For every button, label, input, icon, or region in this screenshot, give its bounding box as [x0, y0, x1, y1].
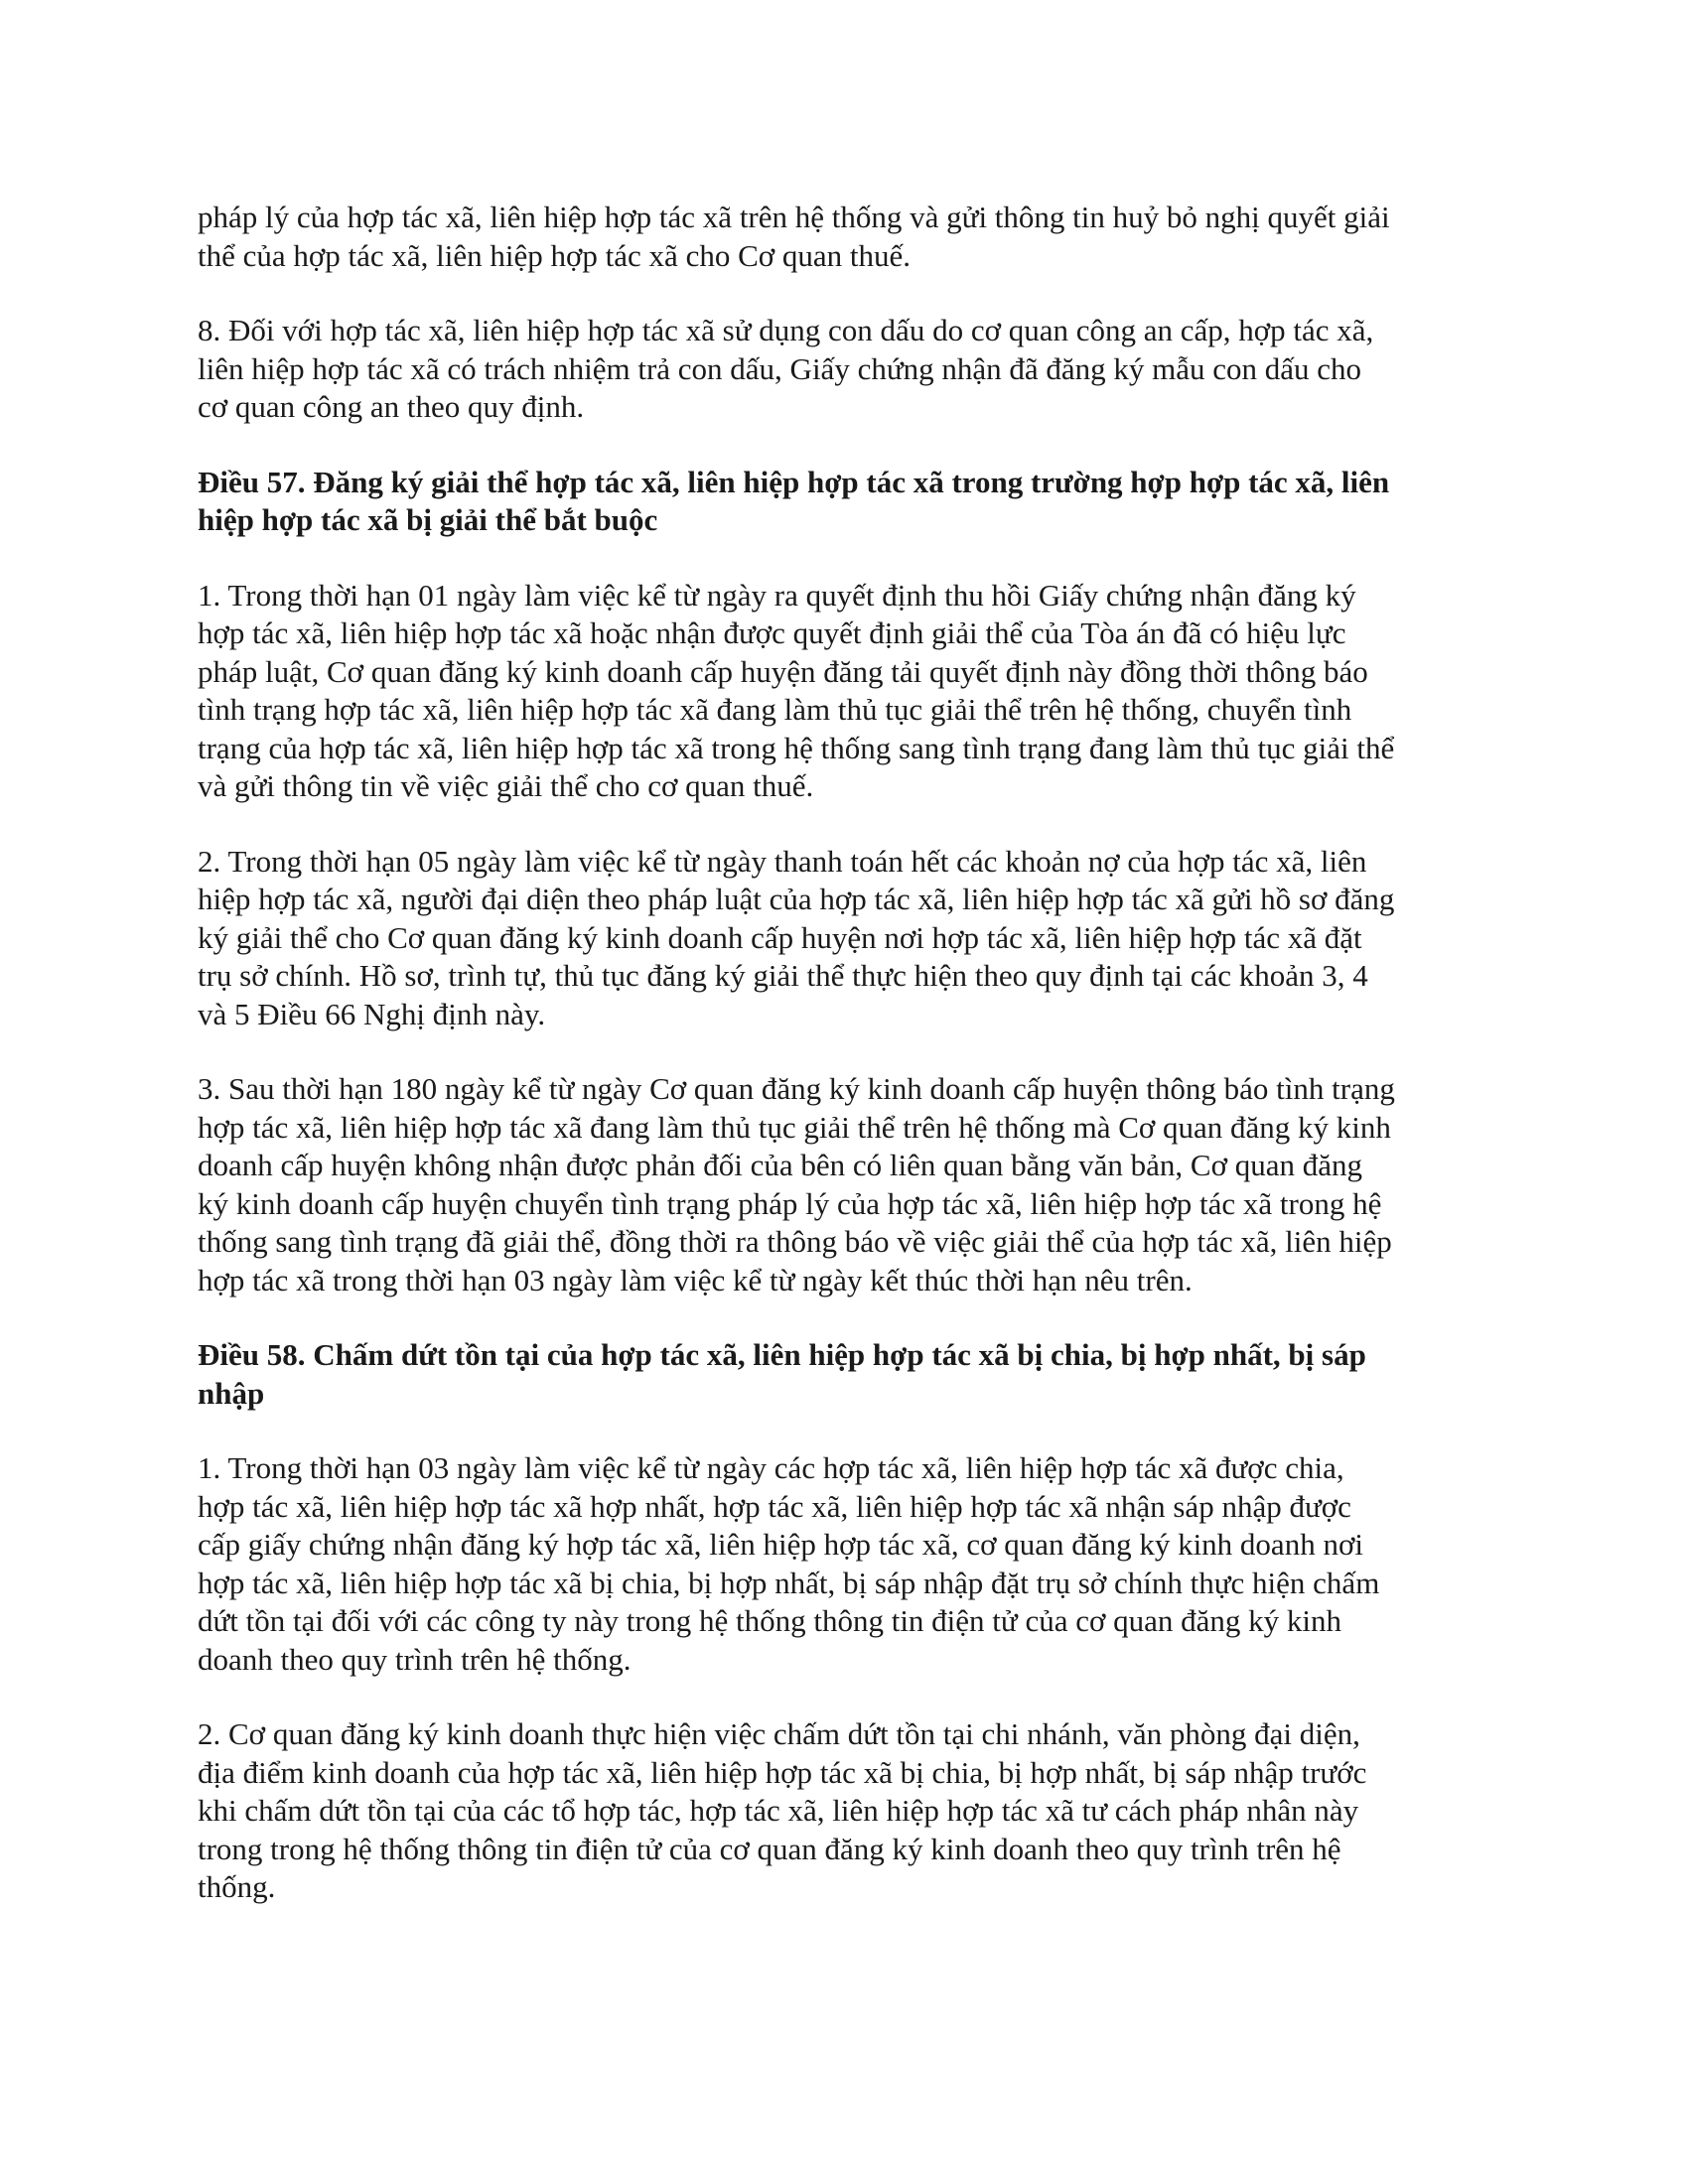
- text-line: 1. Trong thời hạn 01 ngày làm việc kể từ ngày ra quyết định thu hồi Giấy chứng nhận đăng ký: [198, 577, 1356, 613]
- text-line: cấp giấy chứng nhận đăng ký hợp tác xã, liên hiệp hợp tác xã, cơ quan đăng ký kinh doanh nơi: [198, 1527, 1363, 1562]
- text-line: hợp tác xã, liên hiệp hợp tác xã bị chia, bị hợp nhất, bị sáp nhập đặt trụ sở chính thực hiện chấm: [198, 1565, 1380, 1600]
- article-58-clause-2: [198, 1715, 1498, 1907]
- text-line: hợp tác xã, liên hiệp hợp tác xã hoặc nhận được quyết định giải thể của Tòa án đã có hiệu lực: [198, 615, 1346, 650]
- article-57-clause-2: [198, 843, 1498, 1034]
- text-line: và gửi thông tin về việc giải thể cho cơ quan thuế.: [198, 768, 814, 803]
- text-line: 8. Đối với hợp tác xã, liên hiệp hợp tác xã sử dụng con dấu do cơ quan công an cấp, hợp tác xã,: [198, 313, 1374, 347]
- text-line: khi chấm dứt tồn tại của các tổ hợp tác, hợp tác xã, liên hiệp hợp tác xã tư cách pháp nhân này: [198, 1793, 1359, 1828]
- text-line: 2. Trong thời hạn 05 ngày làm việc kể từ ngày thanh toán hết các khoản nợ của hợp tác xã, liên: [198, 843, 1367, 879]
- article-58-heading: [198, 1336, 1498, 1413]
- text-line: trạng của hợp tác xã, liên hiệp hợp tác xã trong hệ thống sang tình trạng đang làm thủ tục giải thể: [198, 730, 1395, 765]
- text-line: liên hiệp hợp tác xã có trách nhiệm trả con dấu, Giấy chứng nhận đã đăng ký mẫu con dấu cho: [198, 350, 1362, 386]
- text-line: hợp tác xã, liên hiệp hợp tác xã hợp nhất, hợp tác xã, liên hiệp hợp tác xã nhận sáp nhập được: [198, 1488, 1351, 1524]
- article-58-clause-1: [198, 1449, 1498, 1679]
- text-line: doanh theo quy trình trên hệ thống.: [198, 1641, 632, 1677]
- text-line: dứt tồn tại đối với các công ty này trong hệ thống thông tin điện tử của cơ quan đăng ký kinh: [198, 1603, 1342, 1638]
- text-line: 1. Trong thời hạn 03 ngày làm việc kể từ ngày các hợp tác xã, liên hiệp hợp tác xã được chia,: [198, 1450, 1344, 1485]
- text-line: thống sang tình trạng đã giải thể, đồng thời ra thông báo về việc giải thể của hợp tác xã, liên hiệp: [198, 1224, 1392, 1259]
- text-line: ký giải thể cho Cơ quan đăng ký kinh doanh cấp huyện nơi hợp tác xã, liên hiệp hợp tác xã đặt: [198, 919, 1362, 955]
- article-57-clause-1: [198, 577, 1498, 806]
- text-line: và 5 Điều 66 Nghị định này.: [198, 996, 546, 1031]
- text-line: pháp lý của hợp tác xã, liên hiệp hợp tác xã trên hệ thống và gửi thông tin huỷ bỏ nghị quyết giải: [198, 200, 1390, 234]
- text-line: doanh cấp huyện không nhận được phản đối của bên có liên quan bằng văn bản, Cơ quan đăng: [198, 1148, 1363, 1182]
- text-line: trong trong hệ thống thông tin điện tử của cơ quan đăng ký kinh doanh theo quy trình trên hệ: [198, 1831, 1341, 1866]
- paragraph-clause-8: [198, 312, 1498, 427]
- article-57-heading: [198, 464, 1498, 540]
- text-line: địa điểm kinh doanh của hợp tác xã, liên hiệp hợp tác xã bị chia, bị hợp nhất, bị sáp nhập trước: [198, 1754, 1367, 1790]
- text-line: thể của hợp tác xã, liên hiệp hợp tác xã cho Cơ quan thuế.: [198, 237, 912, 273]
- text-line: hiệp hợp tác xã, người đại diện theo pháp luật của hợp tác xã, liên hiệp hợp tác xã gửi hồ sơ đăng: [198, 882, 1395, 916]
- text-line: 3. Sau thời hạn 180 ngày kể từ ngày Cơ quan đăng ký kinh doanh cấp huyện thông báo tình trạng: [198, 1071, 1395, 1106]
- heading-line: hiệp hợp tác xã bị giải thể bắt buộc: [198, 502, 658, 537]
- text-line: ký kinh doanh cấp huyện chuyển tình trạng pháp lý của hợp tác xã, liên hiệp hợp tác xã trong hệ: [198, 1185, 1382, 1221]
- text-line: thống.: [198, 1869, 276, 1904]
- heading-line: Điều 57. Đăng ký giải thể hợp tác xã, liên hiệp hợp tác xã trong trường hợp hợp tác xã, liên: [198, 464, 1390, 499]
- paragraph-continuation: [198, 199, 1498, 275]
- text-line: pháp luật, Cơ quan đăng ký kinh doanh cấp huyện đăng tải quyết định này đồng thời thông báo: [198, 653, 1368, 689]
- text-line: 2. Cơ quan đăng ký kinh doanh thực hiện việc chấm dứt tồn tại chi nhánh, văn phòng đại diện,: [198, 1716, 1360, 1751]
- text-line: hợp tác xã trong thời hạn 03 ngày làm việc kể từ ngày kết thúc thời hạn nêu trên.: [198, 1262, 1193, 1297]
- heading-line: Điều 58. Chấm dứt tồn tại của hợp tác xã, liên hiệp hợp tác xã bị chia, bị hợp nhất, bị sáp: [198, 1337, 1366, 1372]
- heading-line: nhập: [198, 1375, 265, 1411]
- text-line: hợp tác xã, liên hiệp hợp tác xã đang làm thủ tục giải thể trên hệ thống mà Cơ quan đăng ký kinh: [198, 1109, 1391, 1145]
- text-line: tình trạng hợp tác xã, liên hiệp hợp tác xã đang làm thủ tục giải thể trên hệ thống, chuyển tình: [198, 692, 1352, 727]
- text-line: trụ sở chính. Hồ sơ, trình tự, thủ tục đăng ký giải thể thực hiện theo quy định tại các khoản 3, 4: [198, 958, 1368, 993]
- document-body: [198, 199, 1498, 1944]
- text-line: cơ quan công an theo quy định.: [198, 389, 585, 424]
- article-57-clause-3: [198, 1070, 1498, 1299]
